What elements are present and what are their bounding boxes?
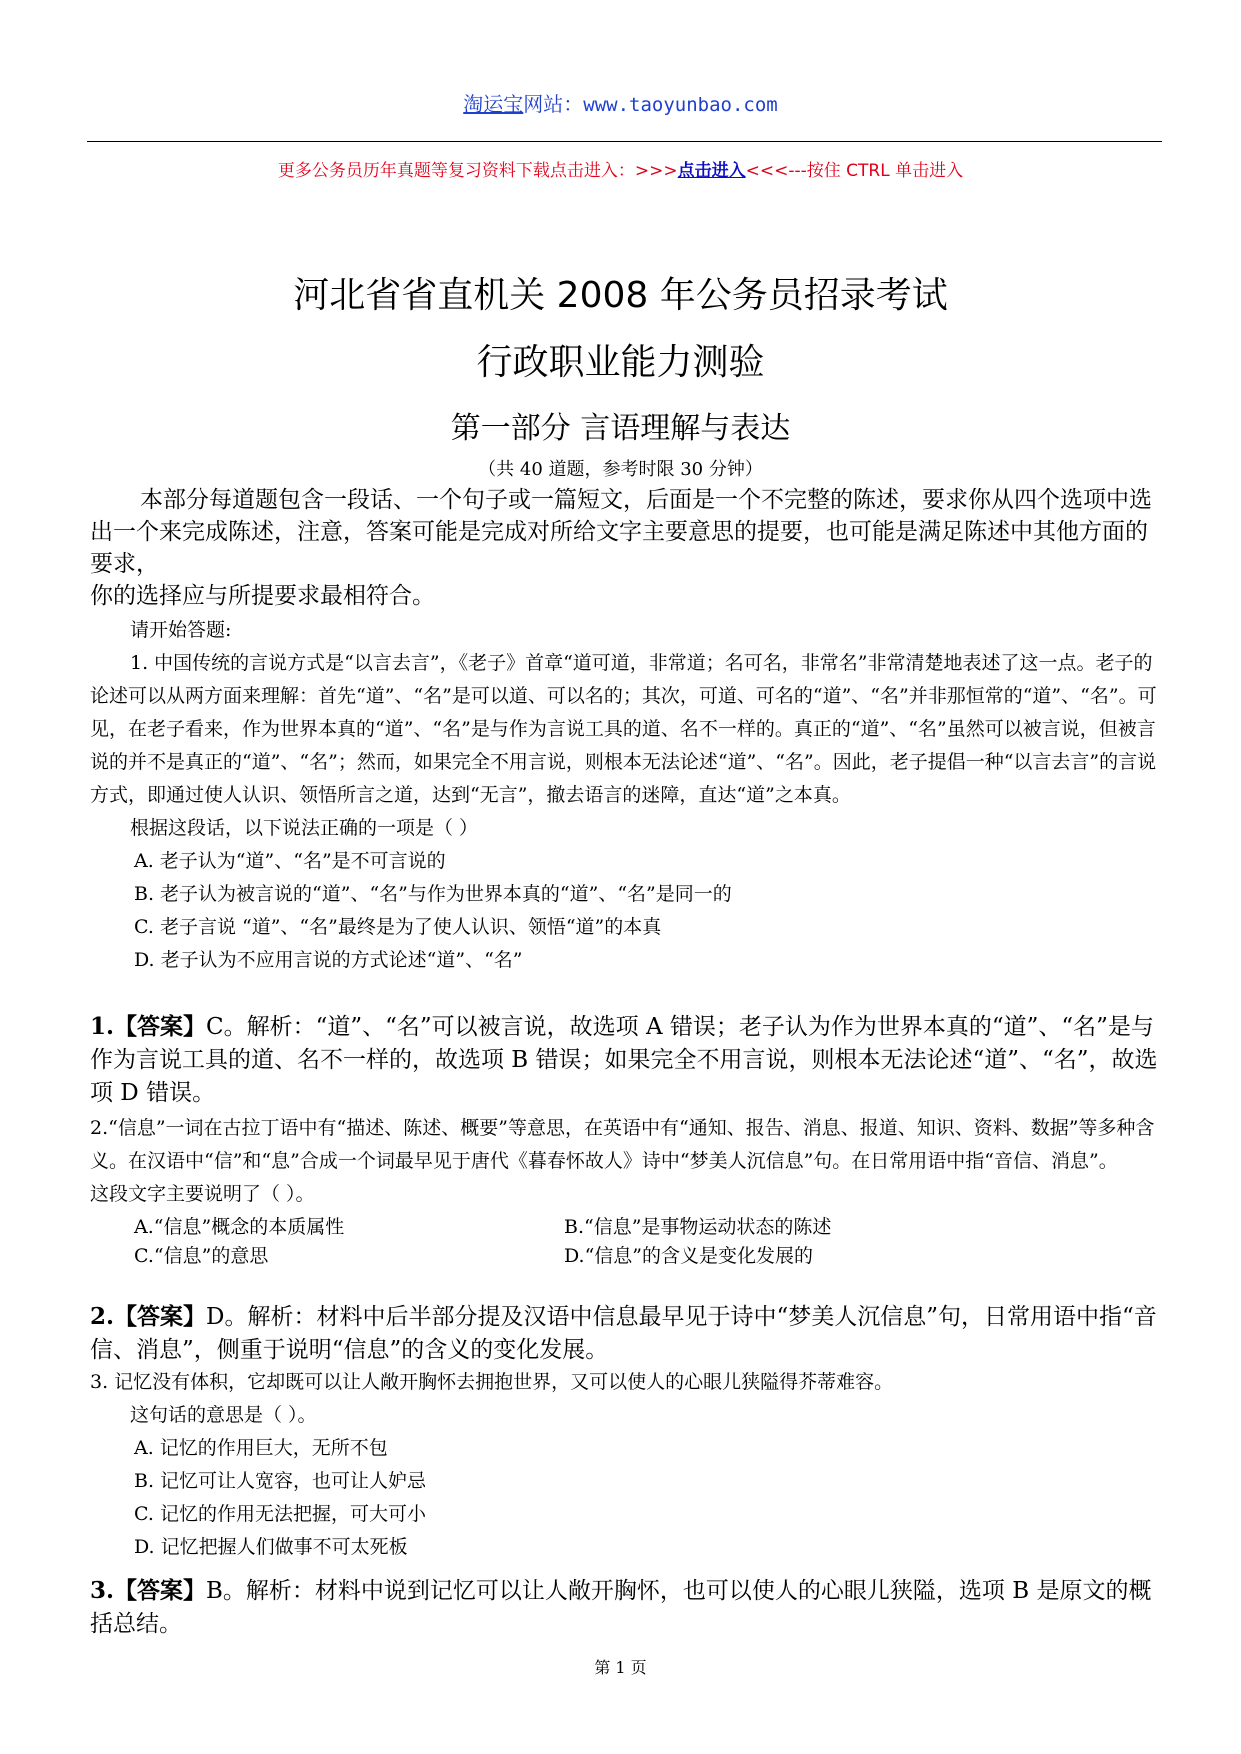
question-2-option-d: D.“信息”的含义是变化发展的 — [564, 1245, 814, 1267]
question-3-text: 3. 记忆没有体积，它却既可以让人敞开胸怀去拥抱世界，又可以使人的心眼儿狭隘得芥蒂难容。 — [90, 1371, 894, 1393]
answer-3-text: B。解析：材料中说到记忆可以让人敞开胸怀，也可以使人的心眼儿狭隘，选项 B 是原文的概括总结。 — [90, 1578, 1152, 1637]
question-3-stem: 这句话的意思是（ ）。 — [130, 1404, 317, 1426]
question-2-option-c: C.“信息”的意思 — [134, 1245, 269, 1267]
instructions — [90, 484, 1158, 612]
instructions-para1: 本部分每道题包含一段话、一个句子或一篇短文，后面是一个不完整的陈述，要求你从四个选项中选出一个来完成陈述，注意，答案可能是完成对所给文字主要意思的提要，也可能是满足陈述中其他方面的要求， — [90, 487, 1152, 577]
promo-prefix: 更多公务员历年真题等复习资料下载点击进入：>>> — [277, 161, 678, 181]
site-header — [0, 88, 1241, 117]
question-1-text: 1. 中国传统的言说方式是“以言去言”，《老子》首章“道可道，非常道；名可名，非常名”非常清楚地表述了这一点。老子的论述可以从两方面来理解：首先“道”、“名”是可以道、可以名的；其次，可道、可名的“道”、“名”并非那恒常的“道”、“名”。可见，在老子看来，作为世界本真的“道”、“名”是与作为言说工具的道、名不一样的。真正的“道”、“名”虽然可以被言说，但被言说的并不是真正的“道”、“名”；然而，如果完全不用言说，则根本无法论述“道”、“名”。因此，老子提倡一种“以言去言”的言说方式，即通过使人认识、领悟所言之道，达到“无言”，撤去语言的迷障，直达“道”之本真。 — [90, 652, 1157, 806]
question-1-stem: 根据这段话，以下说法正确的一项是（ ） — [130, 817, 479, 839]
answer-2-label: 2.【答案】 — [90, 1303, 207, 1330]
question-2-option-a: A.“信息”概念的本质属性 — [134, 1216, 345, 1238]
question-2-stem: 这段文字主要说明了（ ）。 — [90, 1183, 315, 1205]
question-1 — [90, 614, 1158, 977]
answer-2-text: D。解析：材料中后半部分提及汉语中信息最早见于诗中“梦美人沉信息”句，日常用语中指“音信、消息”，侧重于说明“信息”的含义的变化发展。 — [90, 1304, 1157, 1363]
site-label: 网站： — [523, 92, 584, 116]
question-3 — [90, 1366, 1158, 1564]
main-title: 河北省省直机关 2008 年公务员招录考试 — [293, 275, 948, 316]
question-2-text: 2.“信息”一词在古拉丁语中有“描述、陈述、概要”等意思，在英语中有“通知、报告、消息、报道、知识、资料、数据”等多种含义。在汉语中“信”和“息”合成一个词最早见于唐代《暮春怀故人》诗中“梦美人沉信息”句。在日常用语中指“音信、消息”。 — [90, 1117, 1155, 1172]
time-note: （共 40 道题，参考时限 30 分钟） — [478, 459, 763, 480]
question-2-options-row2 — [90, 1240, 1158, 1273]
answer-3-label: 3.【答案】 — [90, 1577, 207, 1604]
question-3-option-c: C. 记忆的作用无法把握，可大可小 — [134, 1503, 426, 1525]
sub-title: 行政职业能力测验 — [476, 342, 765, 383]
answer-1 — [90, 1010, 1158, 1110]
promo-banner — [0, 156, 1241, 181]
promo-suffix: <<<---按住 CTRL 单击进入 — [745, 161, 964, 181]
page-number: 第 1 页 — [594, 1658, 647, 1677]
question-3-option-b: B. 记忆可让人宽容，也可让人妒忌 — [134, 1470, 427, 1492]
question-3-option-a: A. 记忆的作用巨大，无所不包 — [134, 1437, 388, 1459]
answer-1-text: C。解析：“道”、“名”可以被言说，故选项 A 错误；老子认为作为世界本真的“道”、“名”是与作为言说工具的道、名不一样的，故选项 B 错误；如果完全不用言说，则根本无法论述“道”、“名”，故选项 D 错误。 — [90, 1014, 1158, 1106]
instructions-para2: 你的选择应与所提要求最相符合。 — [90, 583, 435, 609]
question-1-option-c: C. 老子言说 “道”、“名”最终是为了使人认识、领悟“道”的本真 — [134, 916, 662, 938]
question-1-option-d: D. 老子认为不应用言说的方式论述“道”、“名” — [134, 949, 523, 971]
start-prompt: 请开始答题: — [130, 619, 232, 641]
question-3-option-d: D. 记忆把握人们做事不可太死板 — [134, 1536, 408, 1558]
question-2 — [90, 1112, 1158, 1273]
site-url[interactable]: www.taoyunbao.com — [583, 94, 778, 116]
part-title: 第一部分 言语理解与表达 — [450, 411, 791, 446]
promo-link[interactable]: 点击进入 — [677, 161, 746, 181]
question-1-option-b: B. 老子认为被言说的“道”、“名”与作为世界本真的“道”、“名”是同一的 — [134, 883, 732, 905]
question-2-option-b: B.“信息”是事物运动状态的陈述 — [564, 1216, 832, 1238]
site-brand-link[interactable]: 淘运宝 — [463, 92, 524, 116]
header-divider — [87, 141, 1162, 142]
answer-3 — [90, 1574, 1158, 1641]
answer-1-label: 1.【答案】 — [90, 1013, 207, 1040]
question-1-option-a: A. 老子认为“道”、“名”是不可言说的 — [134, 850, 446, 872]
answer-2 — [90, 1300, 1158, 1367]
